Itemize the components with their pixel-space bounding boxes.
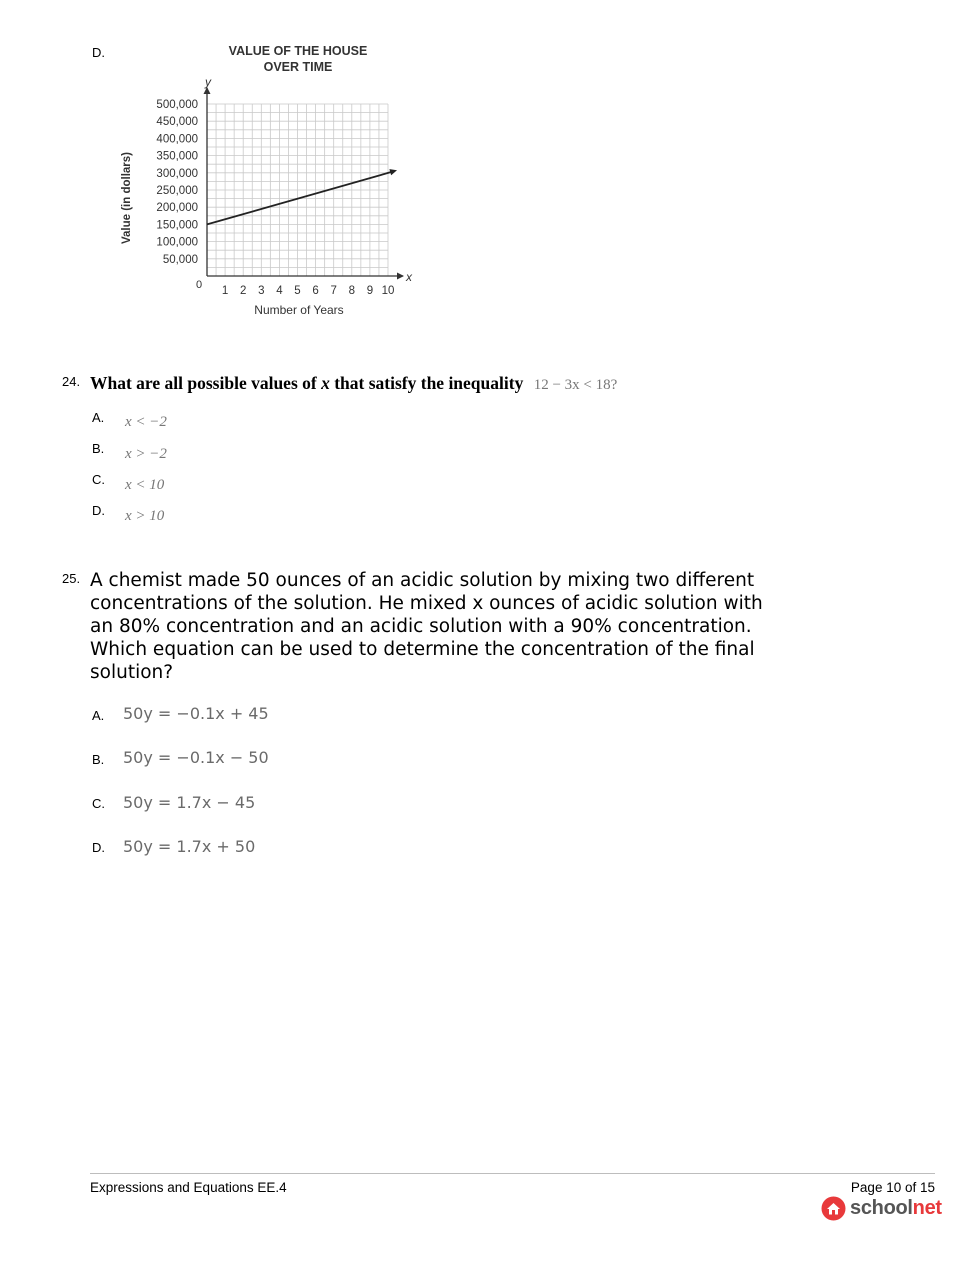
chart-x-axis-arrow — [397, 273, 404, 280]
chart-grid — [207, 104, 388, 276]
chart-x-tick-label: 8 — [348, 285, 356, 297]
chart-y-tick-label: 150,000 — [156, 219, 198, 232]
q25-prompt-line-4: Which equation can be used to determine the concentration of the final — [90, 639, 755, 660]
q24-option-c-value[interactable]: x < 10 — [125, 477, 165, 493]
chart-x-tick-label: 7 — [330, 285, 337, 297]
chart-x-ticks — [222, 285, 395, 297]
chart-y-tick-label: 450,000 — [156, 116, 198, 129]
q24-option-d-label[interactable]: D. — [92, 503, 105, 518]
q25-option-d-value[interactable]: 50y = 1.7x + 50 — [123, 837, 256, 856]
chart-series-arrow — [389, 169, 397, 175]
q25-option-d-label[interactable]: D. — [92, 840, 105, 855]
q24-option-d-value[interactable]: x > 10 — [125, 508, 165, 524]
chart-x-tick-label: 10 — [381, 285, 395, 297]
schoolnet-house-icon — [821, 1196, 846, 1221]
chart-x-label: Number of Years — [254, 303, 344, 317]
q25-option-c-value[interactable]: 50y = 1.7x − 45 — [123, 793, 256, 812]
q24-prompt — [90, 373, 617, 394]
q24-prompt-part-1: What are all possible values of — [90, 373, 322, 393]
house-value-chart — [110, 38, 430, 328]
footer-title: Expressions and Equations EE.4 — [90, 1180, 287, 1195]
q24-prompt-variable: x — [321, 373, 330, 393]
chart-y-axis-letter: y — [205, 75, 211, 89]
chart-y-label: Value (in dollars) — [121, 151, 133, 245]
chart-x-tick-label: 3 — [258, 285, 265, 297]
footer-page-number: Page 10 of 15 — [850, 1180, 935, 1195]
chart-x-tick-label: 9 — [366, 285, 374, 297]
chart-x-tick-label: 2 — [239, 285, 247, 297]
chart-y-tick-label: 100,000 — [156, 236, 198, 249]
chart-x-tick-label: 1 — [221, 285, 229, 297]
q25-option-c-label[interactable]: C. — [92, 796, 105, 811]
q25-prompt-line-5: solution? — [90, 662, 174, 683]
chart-x-tick-label: 6 — [312, 285, 319, 297]
schoolnet-wordmark — [850, 1197, 942, 1220]
q24-option-b-value[interactable]: x > −2 — [125, 446, 167, 462]
q25-prompt-line-3: an 80% concentration and an acidic solution with a 90% concentration. — [90, 616, 752, 637]
chart-y-tick-label: 200,000 — [156, 202, 198, 215]
schoolnet-wordmark-net: net — [912, 1196, 942, 1219]
q24-option-a-label[interactable]: A. — [92, 410, 105, 425]
schoolnet-logo — [821, 1196, 942, 1220]
chart-x-tick-label: 4 — [276, 285, 283, 297]
q25-prompt — [90, 569, 763, 684]
q25-option-b-value[interactable]: 50y = −0.1x − 50 — [123, 748, 269, 767]
chart-origin-label: 0 — [196, 279, 203, 291]
chart-y-tick-label: 350,000 — [156, 150, 198, 163]
q25-number: 25. — [62, 571, 81, 586]
q24-inequality: 12 − 3x < 18? — [533, 377, 618, 393]
chart-y-tick-label: 500,000 — [156, 99, 198, 111]
chart-series-line — [207, 172, 392, 225]
q25-option-b-label[interactable]: B. — [92, 752, 105, 767]
q24-prompt-part-2: that satisfy the inequality — [329, 373, 524, 393]
chart-title-line-2: OVER TIME — [263, 60, 333, 74]
chart-title-line-1: VALUE OF THE HOUSE — [228, 44, 368, 58]
chart-axes — [204, 87, 405, 280]
q24-option-a-value[interactable]: x < −2 — [125, 414, 167, 430]
chart-y-tick-label: 50,000 — [162, 253, 198, 266]
chart-y-ticks — [156, 99, 198, 266]
schoolnet-wordmark-school: school — [850, 1196, 913, 1219]
chart-y-tick-label: 250,000 — [156, 185, 198, 197]
chart-y-tick-label: 300,000 — [156, 167, 198, 180]
chart-x-axis-letter: x — [406, 270, 412, 284]
chart-x-tick-label: 5 — [294, 285, 301, 297]
q25-prompt-line-2: concentrations of the solution. He mixed x ounces of acidic solution with — [90, 593, 763, 614]
footer-divider — [90, 1173, 935, 1174]
q25-prompt-line-1: A chemist made 50 ounces of an acidic solution by mixing two different — [90, 570, 755, 591]
chart-y-tick-label: 400,000 — [156, 133, 198, 146]
q24-number: 24. — [62, 374, 81, 389]
q24-option-c-label[interactable]: C. — [92, 472, 105, 487]
q24-option-b-label[interactable]: B. — [92, 441, 105, 456]
q25-option-a-value[interactable]: 50y = −0.1x + 45 — [123, 704, 269, 723]
q23-option-d-label: D. — [92, 45, 105, 60]
q25-option-a-label[interactable]: A. — [92, 708, 105, 723]
